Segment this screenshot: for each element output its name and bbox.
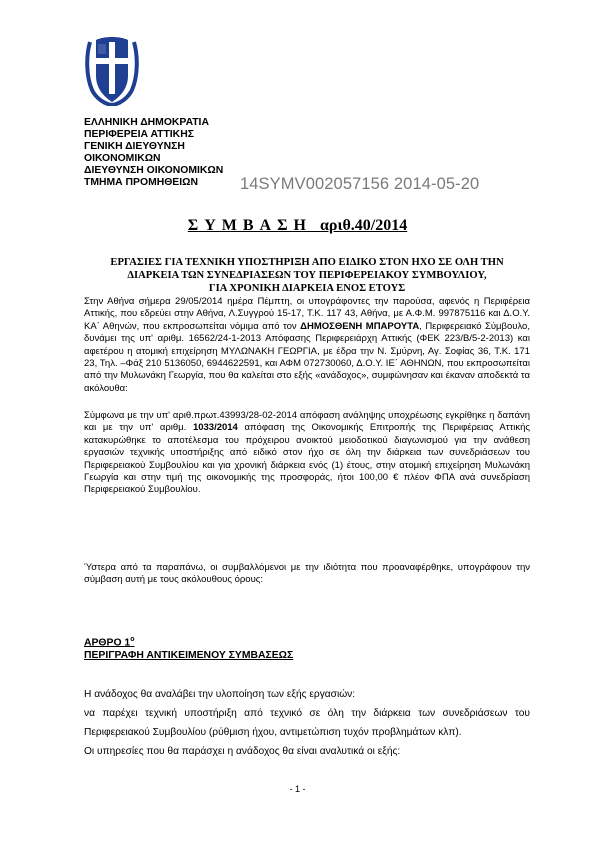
- subtitle-line: ΓΙΑ ΧΡΟΝΙΚΗ ΔΙΑΡΚΕΙΑ ΕΝΟΣ ΕΤΟΥΣ: [208, 283, 406, 294]
- article-body: [84, 685, 530, 761]
- paragraph-text: Στην Αθήνα σήμερα 29/05/2014 ημέρα Πέμπτη, οι υπογράφοντες την παρούσα, αφενός η Περιφέρεια Αττικής, που εδρεύει στην Αθήνα, Λ.Συγγρού 15-17, Τ.Κ. 117 43, Αθήνα, με Α.Φ.Μ. 997875116 και Δ.Ο.Υ. ΚΑ΄ Αθηνών, που εκπροσωπείται νόμιμα από τον: [84, 296, 530, 332]
- article-degree: ο: [130, 636, 135, 643]
- article-title: ΑΡΘΡΟ 1: [84, 637, 131, 649]
- header-line: ΤΜΗΜΑ ΠΡΟΜΗΘΕΙΩΝ: [84, 177, 198, 189]
- terms-intro-paragraph: Ύστερα από τα παραπάνω, οι συμβαλλόμενοι με την ιδιότητα που προαναφέρθηκε, υπογράφουν την σύμβαση αυτή με τους ακόλουθους όρους:: [84, 562, 530, 586]
- header-line: ΕΛΛΗΝΙΚΗ ΔΗΜΟΚΡΑΤΙΑ: [84, 117, 209, 128]
- page-number: - 1 -: [289, 784, 306, 794]
- representative-name: ΔΗΜΟΣΘΕΝΗ ΜΠΑΡΟΥΤΑ: [300, 320, 420, 332]
- title-number: αριθ.40/2014: [320, 217, 408, 234]
- title-word: ΣΥΜΒΑΣΗ: [187, 217, 312, 234]
- paragraph-text: , Περιφερειακό Σύμβουλο, δυνάμει της υπ' αριθμ. 16562/24-1-2013 Απόφασης Περιφερειάρχη Αττικής (ΦΕΚ 223/Β/5-2-2013) και αφετέρου η ατομική επιχείρηση ΜΥΛΩΝΑΚΗ ΓΕΩΡΓΙΑ, με έδρα την Ν. Σμύρνη, Αγ. Σοφίας 36, Τ.Κ. 171 23, Τηλ. –Φάξ 210 5136050, 6944622591, και ΑΦΜ 072730060, Δ.Ο.Υ. ΙΕ΄ ΑΘΗΝΩΝ, που εκπροσωπείται από την Μυλωνάκη Γεωργία, που θα καλείται στο εξής «ανάδοχος», συμφώνησαν και έκαναν αποδεκτά τα ακόλουθα:: [84, 320, 530, 394]
- document-title: [0, 217, 595, 235]
- paragraph-text: απόφαση της Οικονομικής Επιτροπής της Περιφέρειας Αττικής κατακυρώθηκε το αποτέλεσμα του πρόχειρου ανοικτού μειοδοτικού διαγωνισμού για την ανάθεση εργασιών τεχνικής υποστήριξης από ειδικό στον ήχο σε όλη την διάρκεια των συνεδριάσεων του Περιφερειακού Συμβουλίου και για χρονική διάρκεια ενός (1) έτους, στην ατομική επιχείρηση Μυλωνάκη Γεωργία και στην τιμή της οικονομικής της προσφοράς, ήτοι 100,00 € πλέον ΦΠΑ ανά συνεδρίαση Περιφερειακού Συμβουλίου.: [84, 422, 530, 496]
- parties-paragraph: [84, 296, 530, 395]
- article-heading: [84, 634, 293, 663]
- article-line: Οι υπηρεσίες που θα παράσχει η ανάδοχος θα είναι αναλυτικά οι εξής:: [84, 746, 401, 757]
- header-line: ΟΙΚΟΝΟΜΙΚΩΝ: [84, 153, 161, 165]
- article-line: να παρέχει τεχνική υποστήριξη από τεχνικό σε όλη την διάρκεια των συνεδριάσεων του Περιφερειακού Συμβουλίου (ρύθμιση ήχου, αντιμετώπιση τυχόν προβλημάτων κλπ).: [84, 708, 530, 738]
- document-subtitle: [84, 256, 530, 295]
- subtitle-line: ΕΡΓΑΣΙΕΣ ΓΙΑ ΤΕΧΝΙΚΗ ΥΠΟΣΤΗΡΙΞΗ ΑΠΟ ΕΙΔΙΚΟ ΣΤΟΝ ΗΧΟ ΣΕ ΟΛΗ ΤΗΝ: [110, 257, 504, 268]
- header-line: ΓΕΝΙΚΗ ΔΙΕΥΘΥΝΣΗ: [84, 141, 185, 153]
- paragraph-text: Σύμφωνα με την υπ' αριθ.πρωτ.43993/28-02-2014 απόφαση ανάληψης υποχρέωσης εγκρίθηκε η δαπάνη και με την υπ' αριθμ.: [84, 410, 530, 434]
- award-paragraph: [84, 410, 530, 497]
- registry-stamp: 14SYMV002057156 2014-05-20: [240, 175, 480, 193]
- hellenic-republic-emblem-icon: [84, 36, 140, 106]
- header-line: ΔΙΕΥΘΥΝΣΗ ΟΙΚΟΝΟΜΙΚΩΝ: [84, 165, 224, 177]
- article-subtitle: ΠΕΡΙΓΡΑΦΗ ΑΝΤΙΚΕΙΜΕΝΟΥ ΣΥΜΒΑΣΕΩΣ: [84, 650, 294, 662]
- subtitle-line: ΔΙΑΡΚΕΙΑ ΤΩΝ ΣΥΝΕΔΡΙΑΣΕΩΝ ΤΟΥ ΠΕΡΙΦΕΡΕΙΑΚΟΥ ΣΥΜΒΟΥΛΙΟΥ,: [127, 270, 487, 281]
- article-line: Η ανάδοχος θα αναλάβει την υλοποίηση των εξής εργασιών:: [84, 689, 356, 700]
- header-line: ΠΕΡΙΦΕΡΕΙΑ ΑΤΤΙΚΗΣ: [84, 129, 194, 141]
- decision-number: 1033/2014: [192, 422, 238, 434]
- issuing-authority-header: [84, 117, 223, 190]
